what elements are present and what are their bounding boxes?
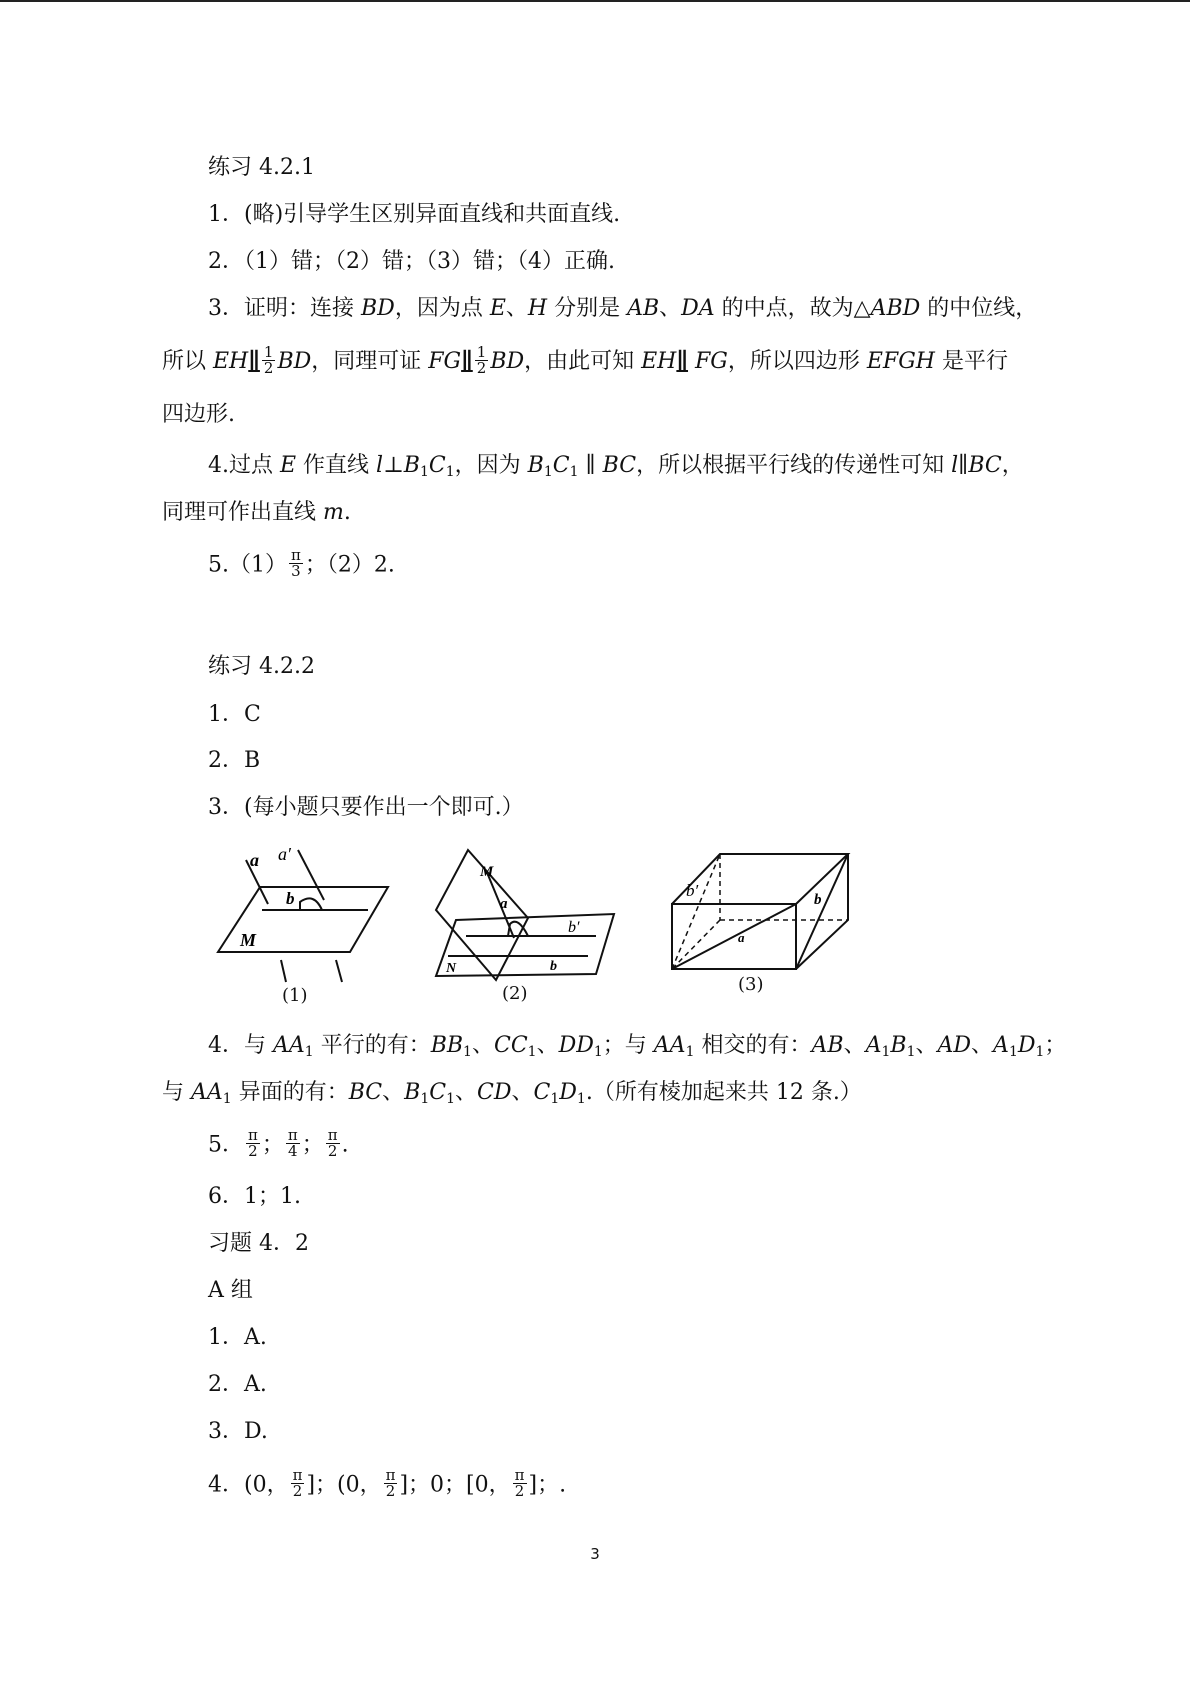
- exercise-1-3-line1: 3．证明：连接 BD，因为点 E、H 分别是 AB、DA 的中点，故为△ABD 的中位线，: [208, 296, 1038, 321]
- figure-2-caption: (2): [502, 983, 528, 1004]
- fig2-label-M: M: [480, 864, 494, 880]
- fraction-pi-over-2: $\frac{\pi}{2}$: [385, 1466, 396, 1500]
- exercise-2-4-line2: 与 $AA_1$ 异面的有：BC、$B_1C_1$、CD、$C_1D_1$.（所有棱加起来共 12 条.）: [162, 1080, 862, 1107]
- fig1-label-a: a: [250, 850, 259, 870]
- fig3-label-a: a: [738, 930, 745, 945]
- fraction-one-half: $\frac{1}{2}$: [263, 342, 274, 377]
- fig2-label-b: b: [550, 959, 557, 974]
- section-title-problems-4-2: 习题 4．2: [208, 1231, 309, 1256]
- section-title-4-2-2: 练习 4.2.2: [208, 654, 315, 679]
- problem-a-2: 2．A.: [208, 1372, 267, 1397]
- figure-3-caption: (3): [738, 974, 764, 995]
- problem-a-3: 3．D.: [208, 1419, 268, 1444]
- fig1-label-M: M: [240, 930, 257, 950]
- fraction-pi-over-2: $\frac{\pi}{2}$: [327, 1126, 338, 1160]
- fraction-pi-over-4: $\frac{\pi}{4}$: [287, 1126, 298, 1160]
- fraction-pi-over-2: $\frac{\pi}{2}$: [248, 1126, 258, 1160]
- figure-3: [664, 848, 860, 974]
- exercise-2-4-line1: 4．与 $AA_1$ 平行的有：$BB_1$、$CC_1$、$DD_1$；与 $AA_1$ 相交的有：AB、$A_1B_1$、AD、$A_1D_1$；: [208, 1033, 1067, 1060]
- fraction-pi-over-3: $\frac{\pi}{3}$: [291, 546, 301, 580]
- figure-1-caption: (1): [282, 985, 308, 1006]
- page-number: 3: [590, 1545, 600, 1563]
- figure-1: [210, 842, 400, 987]
- fraction-pi-over-2: $\frac{\pi}{2}$: [514, 1466, 525, 1500]
- exercise-1-4-line1: 4.过点 E 作直线 $l\perp B_1C_1$，因为 $B_1C_1$ ∥ BC，所以根据平行线的传递性可知 l∥BC，: [208, 453, 1024, 480]
- group-a-heading: A 组: [208, 1278, 253, 1303]
- exercise-2-2: 2．B: [208, 748, 261, 773]
- top-border: [0, 0, 1190, 2]
- fig1-label-a-prime: a′: [278, 844, 291, 864]
- fig2-label-a: a: [500, 896, 508, 912]
- fig2-label-b-prime: b′: [568, 919, 580, 936]
- figure-2: [428, 842, 618, 982]
- fig3-label-b: b: [814, 892, 822, 908]
- problem-a-4: 4．(0， $\frac{\pi}{2}$ ]；(0， $\frac{\pi}{2}$ ]；0；[0， $\frac{\pi}{2}$ ]；.: [208, 1466, 567, 1500]
- exercise-1-5: 5.（1） $\frac{\pi}{3}$ ；（2）2.: [208, 546, 395, 580]
- fig1-label-b: b: [286, 889, 295, 908]
- section-title-4-2-1: 练习 4.2.1: [208, 155, 315, 180]
- exercise-2-3: 3．(每小题只要作出一个即可.）: [208, 795, 524, 820]
- exercise-1-2: 2．（1）错；（2）错；（3）错；（4）正确.: [208, 249, 615, 274]
- problem-a-1: 1．A.: [208, 1325, 267, 1350]
- fraction-pi-over-2: $\frac{\pi}{2}$: [292, 1466, 303, 1500]
- fig2-label-N: N: [446, 961, 457, 976]
- exercise-1-4-line2: 同理可作出直线 m.: [162, 500, 351, 525]
- exercise-1-3-line2: 所以 EH∥ $\frac{1}{2}$ BD，同理可证 FG∥ $\frac{1}{2}$ BD，由此可知 EH∥ FG，所以四边形 EFGH 是平行: [162, 342, 1008, 377]
- exercise-2-6: 6．1；1.: [208, 1184, 301, 1209]
- fraction-one-half: $\frac{1}{2}$: [476, 342, 487, 377]
- fig3-label-b-prime: b′: [686, 881, 699, 900]
- exercise-2-5: 5． $\frac{\pi}{2}$ ； $\frac{\pi}{4}$ ； $\frac{\pi}{2}$ .: [208, 1126, 349, 1160]
- exercise-2-1: 1．C: [208, 702, 261, 727]
- exercise-1-3-line3: 四边形.: [162, 402, 235, 427]
- exercise-1-1: 1．(略)引导学生区别异面直线和共面直线.: [208, 202, 621, 227]
